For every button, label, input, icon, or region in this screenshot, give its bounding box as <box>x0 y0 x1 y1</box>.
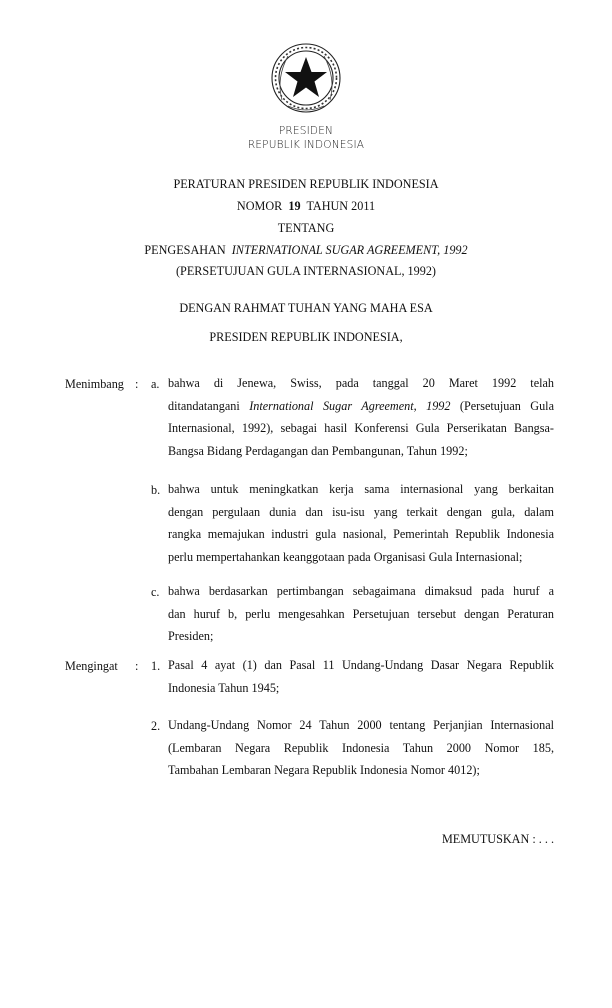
menimbang-label: Menimbang <box>65 377 124 391</box>
text-line <box>168 395 554 418</box>
text-line: bahwa di Jenewa, Swiss, pada tanggal 20 Maret 1992 telah <box>168 376 554 390</box>
text-line: Bangsa Bidang Perdagangan dan Pembangunan, Tahun 1992; <box>168 443 468 458</box>
tentang-heading: TENTANG <box>277 221 335 235</box>
subject-prefix: PENGESAHAN <box>144 243 226 257</box>
invocation: DENGAN RAHMAT TUHAN YANG MAHA ESA <box>179 301 433 315</box>
text-span: (Persetujuan Gula <box>450 398 554 413</box>
mengingat-1-marker: 1. <box>151 659 161 673</box>
text-line: Internasional, 1992), sebagai hasil Konferensi Gula Perserikatan Bangsa- <box>168 421 554 435</box>
agreement-name-italic: International Sugar Agreement, 1992 <box>249 398 451 413</box>
text-span: ditandatangani <box>168 398 250 413</box>
emblem-caption-republik: REPUBLIK INDONESIA <box>247 139 365 151</box>
text-line: dengan pergulaan dunia dan isu-isu yang terkait dengan gula, dalam <box>168 504 554 519</box>
mengingat-item-1 <box>168 654 554 699</box>
text-line: Pasal 4 ayat (1) dan Pasal 11 Undang-Undang Dasar Negara Republik <box>168 658 554 672</box>
regulation-subject-translation: (PERSETUJUAN GULA INTERNASIONAL, 1992) <box>176 264 436 278</box>
menimbang-b-marker: b. <box>151 483 161 497</box>
menimbang-item-b <box>168 478 554 568</box>
text-line: (Lembaran Negara Republik Indonesia Tahun 2000 Nomor 185, <box>168 740 554 755</box>
menimbang-item-c <box>168 580 554 648</box>
text-line: Indonesia Tahun 1945; <box>168 680 280 695</box>
nomor-value: 19 <box>288 199 301 213</box>
menimbang-item-a <box>168 372 554 462</box>
menimbang-a-marker: a. <box>151 377 160 391</box>
text-line: perlu mempertahankan keanggotaan pada Organisasi Gula Internasional; <box>168 549 523 564</box>
subject-italic: INTERNATIONAL SUGAR AGREEMENT, 1992 <box>231 243 468 257</box>
text-line: dan huruf b, perlu mengesahkan Persetujuan tersebut dengan Peraturan <box>168 606 554 621</box>
mengingat-item-2 <box>168 714 554 782</box>
text-line: bahwa berdasarkan pertimbangan sebagaimana dimaksud pada huruf a <box>168 584 554 598</box>
mengingat-2-marker: 2. <box>151 719 161 733</box>
text-line: rangka memajukan industri gula nasional, Pemerintah Republik Indonesia <box>168 527 554 541</box>
text-line: Undang-Undang Nomor 24 Tahun 2000 tentang Perjanjian Internasional <box>168 718 554 732</box>
menimbang-colon: : <box>135 377 139 391</box>
menimbang-c-marker: c. <box>151 585 160 599</box>
emblem-caption-presiden: PRESIDEN <box>278 125 334 137</box>
mengingat-colon: : <box>135 659 139 673</box>
presidential-emblem-icon <box>268 40 344 120</box>
regulation-title: PERATURAN PRESIDEN REPUBLIK INDONESIA <box>173 177 439 191</box>
page-continuation-marker: MEMUTUSKAN : . . . <box>441 832 554 846</box>
regulation-number <box>0 199 612 213</box>
mengingat-label: Mengingat <box>65 659 118 673</box>
nomor-suffix: TAHUN 2011 <box>306 199 376 213</box>
issuer: PRESIDEN REPUBLIK INDONESIA, <box>209 330 403 344</box>
regulation-subject <box>0 243 612 257</box>
text-line: Tambahan Lembaran Negara Republik Indonesia Nomor 4012); <box>168 763 480 777</box>
text-line: bahwa untuk meningkatkan kerja sama internasional yang berkaitan <box>168 482 554 496</box>
nomor-prefix: NOMOR <box>236 199 283 213</box>
text-line: Presiden; <box>168 629 214 643</box>
